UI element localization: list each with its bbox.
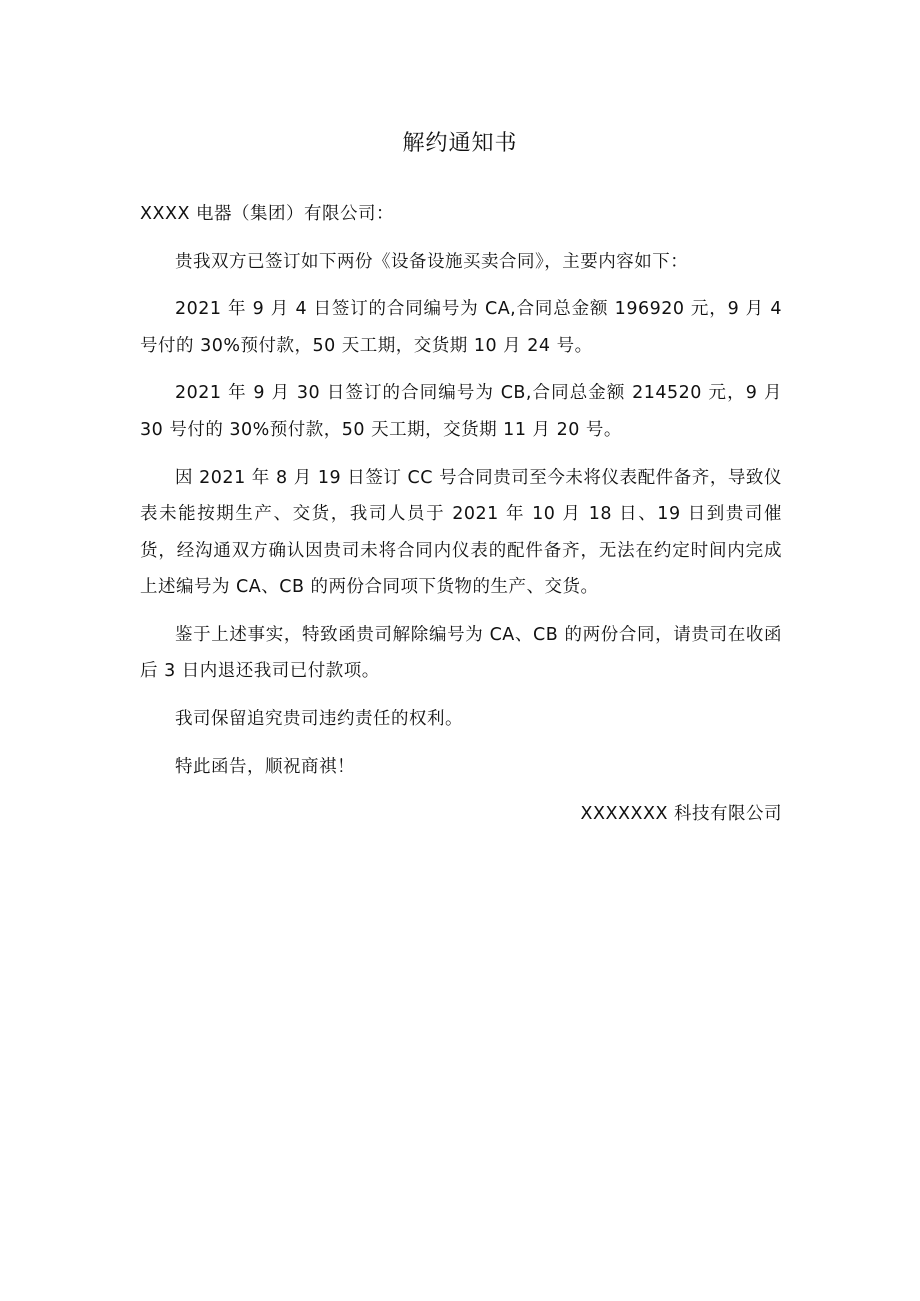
document-body <box>140 196 782 844</box>
paragraph-contract-ca: 2021 年 9 月 4 日签订的合同编号为 CA,合同总金额 196920 元，9 月 4 号付的 30%预付款，50 天工期，交货期 10 月 24 号。 <box>140 299 782 356</box>
salutation: XXXX 电器（集团）有限公司： <box>140 204 395 224</box>
paragraph-reservation: 我司保留追究贵司违约责任的权利。 <box>175 708 463 729</box>
paragraph-contract-cb: 2021 年 9 月 30 日签订的合同编号为 CB,合同总金额 214520 元，9 月 30 号付的 30%预付款，50 天工期，交货期 11 月 20 号。 <box>140 383 782 440</box>
paragraph-closing: 特此函告，顺祝商祺！ <box>175 756 355 777</box>
paragraph-intro: 贵我双方已签订如下两份《设备设施买卖合同》，主要内容如下： <box>175 251 689 272</box>
document-title: 解约通知书 <box>402 131 518 156</box>
paragraph-termination: 鉴于上述事实，特致函贵司解除编号为 CA、CB 的两份合同，请贵司在收函后 3 日内退还我司已付款项。 <box>140 624 782 682</box>
signature: XXXXXXX 科技有限公司 <box>580 804 782 825</box>
paragraph-reason: 因 2021 年 8 月 19 日签订 CC 号合同贵司至今未将仪表配件备齐，导致仪表未能按期生产、交货，我司人员于 2021 年 10 月 18 日、19 日到贵司催货，经沟通双方确认因贵司未将合同内仪表的配件备齐，无法在约定时间内完成上述编号为 CA、CB 的两份合同项下货物的生产、交货。 <box>140 467 782 598</box>
